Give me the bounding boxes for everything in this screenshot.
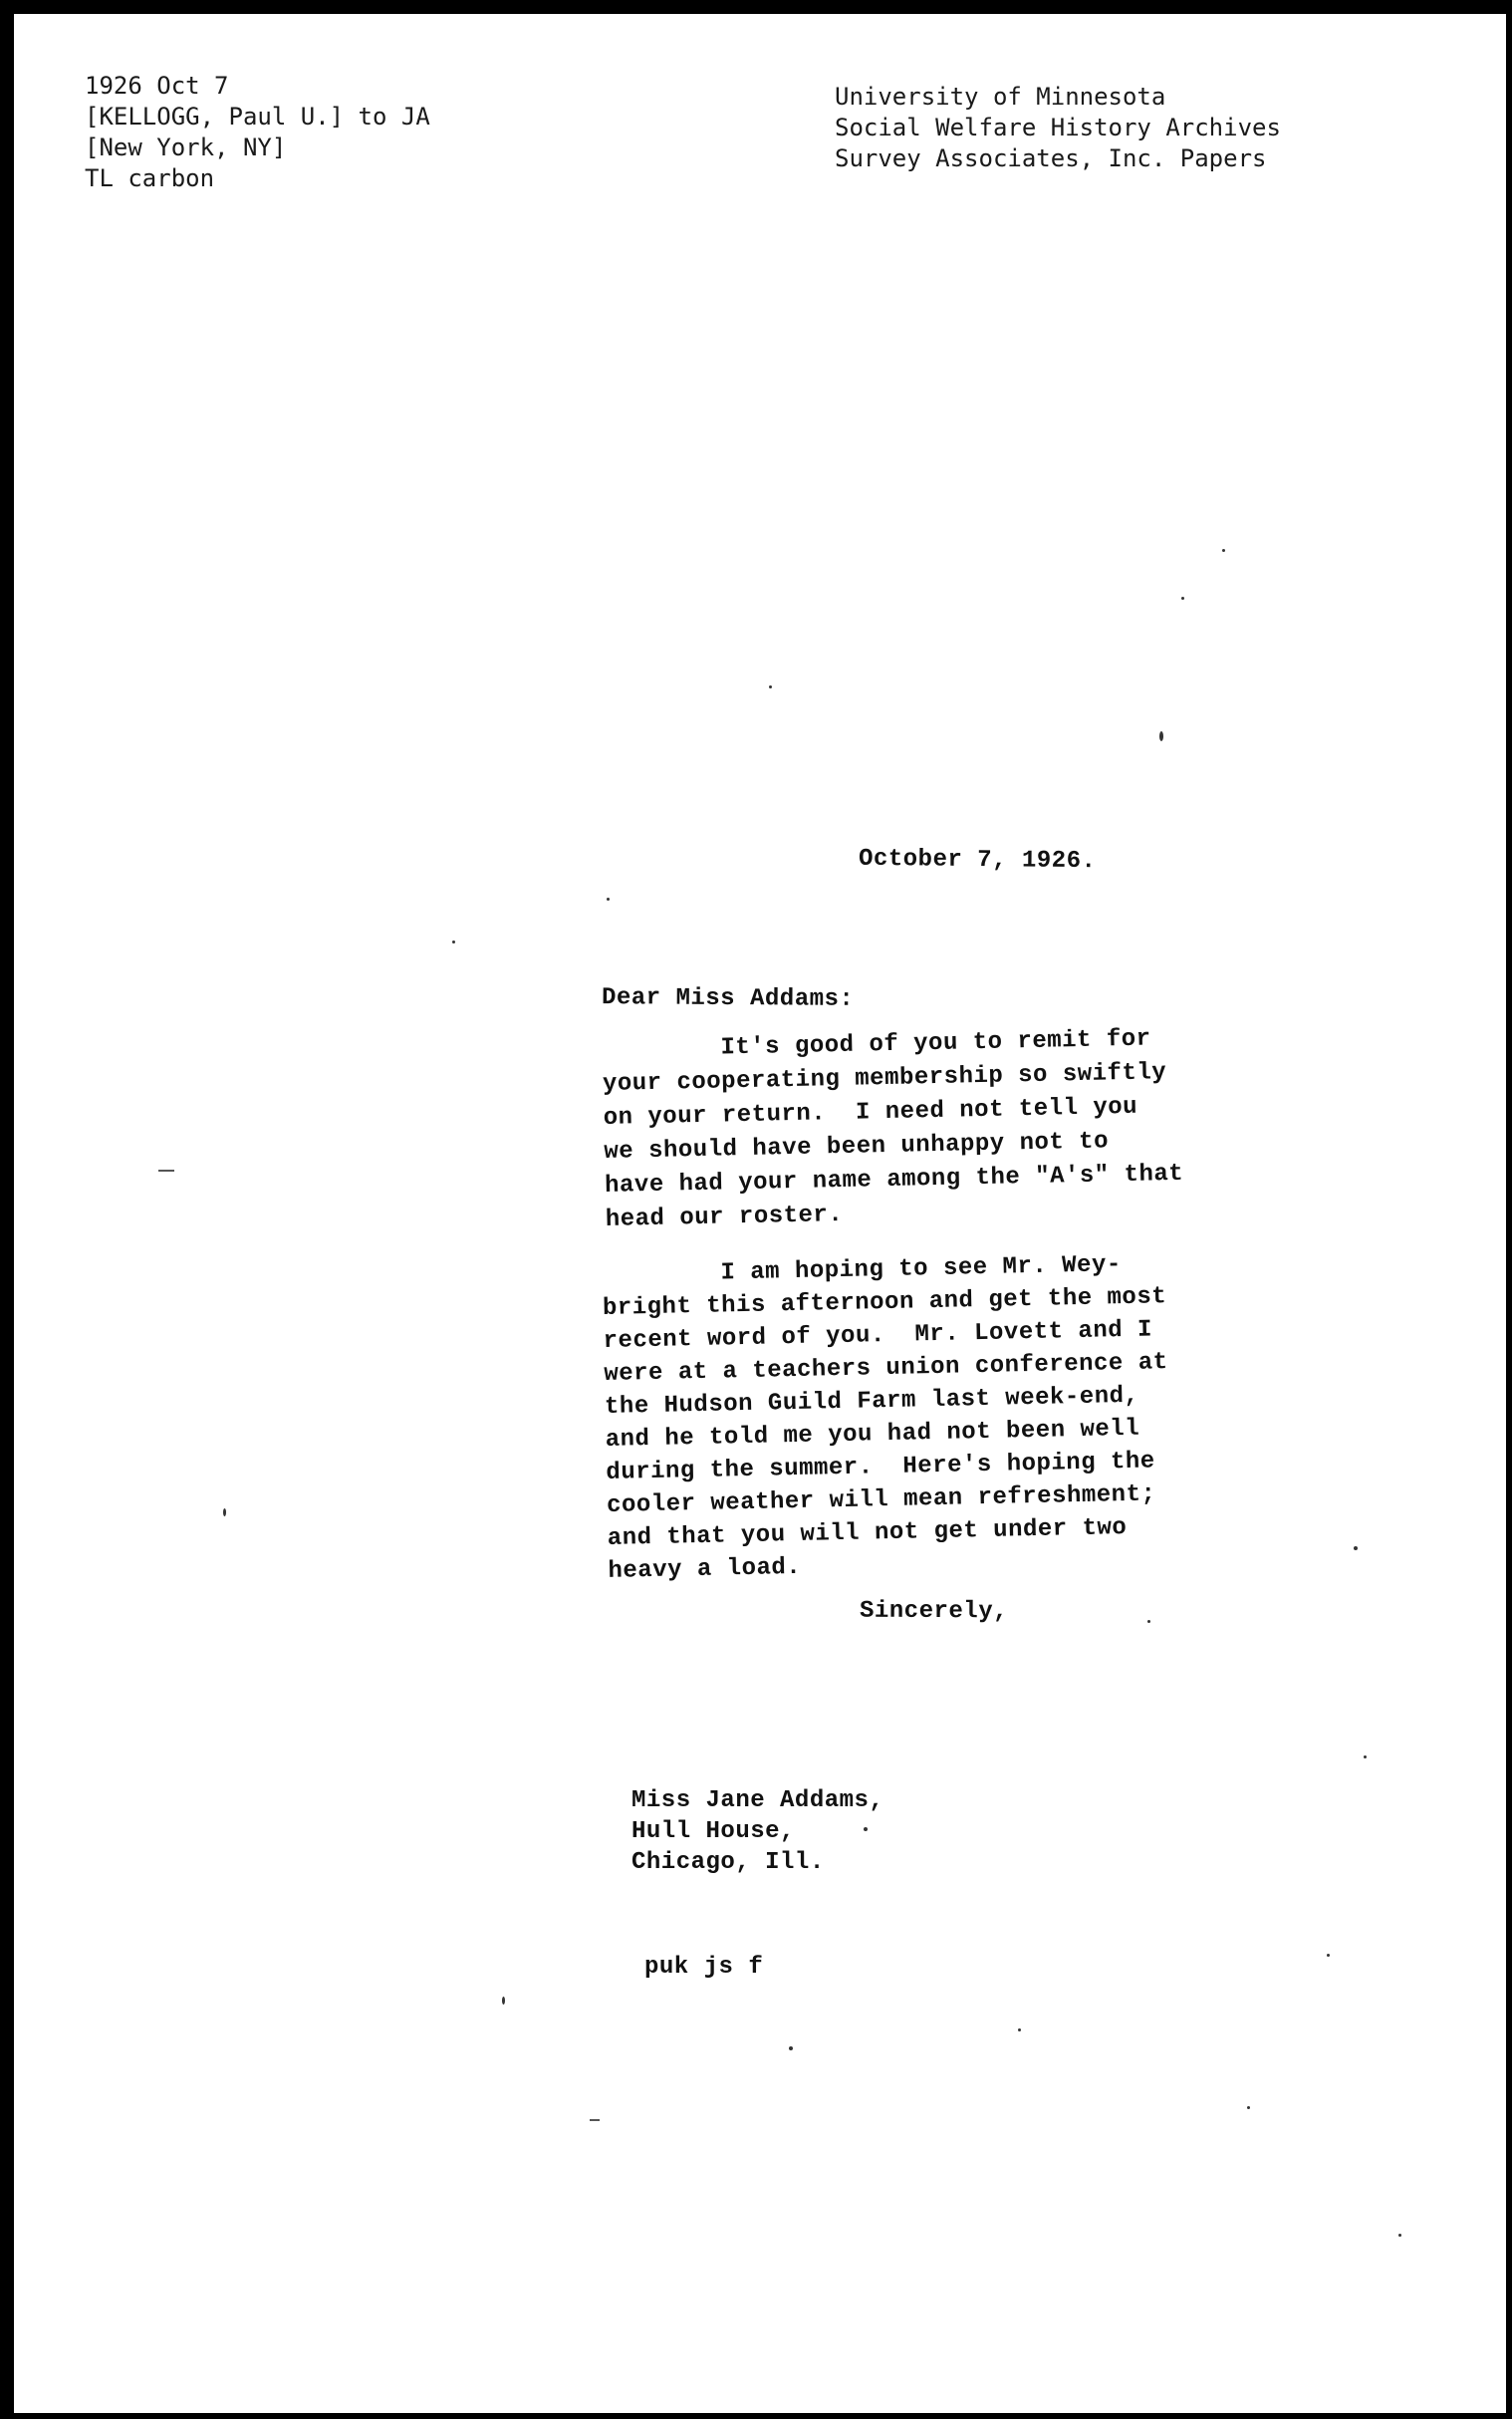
letter-salutation: Dear Miss Addams:: [601, 984, 855, 1013]
letter-closing: Sincerely,: [859, 1597, 1009, 1626]
paragraph-line: recent word of you. Mr. Lovett and I: [603, 1316, 1153, 1355]
scan-speck: [1354, 1546, 1358, 1550]
paragraph-line: I am hoping to see Mr. Wey-: [602, 1251, 1123, 1289]
scan-speck: [1327, 1954, 1330, 1957]
letter-paragraph-2: [602, 1251, 1168, 1585]
scan-mark: [158, 1170, 174, 1172]
scan-speck: [223, 1508, 226, 1516]
document-page: [14, 14, 1506, 2413]
paragraph-line: were at a teachers union conference at: [604, 1349, 1168, 1388]
paragraph-line: and that you will not get under two: [607, 1514, 1128, 1552]
scan-speck: [1147, 1620, 1150, 1623]
paragraph-line: head our roster.: [605, 1201, 844, 1233]
scan-speck: [1398, 2234, 1401, 2237]
citation-correspondents: [KELLOGG, Paul U.] to JA: [85, 103, 430, 131]
scan-speck: [769, 685, 772, 688]
scan-speck: [1247, 2106, 1250, 2109]
archive-source: [835, 82, 1281, 174]
paragraph-line: on your return. I need not tell you: [603, 1093, 1138, 1132]
paragraph-line: and he told me you had not been well: [605, 1415, 1140, 1454]
scan-speck: [607, 898, 610, 901]
scan-speck: [1364, 1755, 1367, 1758]
scan-speck: [1018, 2028, 1021, 2031]
scan-speck: [1181, 597, 1184, 600]
typist-initials: puk js f: [644, 1954, 764, 1981]
address-line: Hull House,: [631, 1818, 795, 1845]
paragraph-line: heavy a load.: [608, 1553, 802, 1585]
letter-date: October 7, 1926.: [858, 845, 1097, 876]
paragraph-line: the Hudson Guild Farm last week-end,: [604, 1382, 1139, 1421]
citation-type: TL carbon: [85, 164, 215, 192]
scan-speck: [1159, 731, 1163, 741]
source-collection: Survey Associates, Inc. Papers: [835, 144, 1267, 172]
paragraph-line: cooler weather will mean refreshment;: [606, 1480, 1156, 1519]
paragraph-line: bright this afternoon and get the most: [602, 1283, 1167, 1322]
paragraph-line: we should have been unhappy not to: [604, 1128, 1110, 1166]
source-institution: University of Minnesota: [835, 83, 1166, 111]
paragraph-line: have had your name among the "A's" that: [604, 1160, 1184, 1200]
paragraph-line: It's good of you to remit for: [602, 1025, 1151, 1064]
citation-place: [New York, NY]: [85, 134, 287, 161]
scan-speck: [452, 941, 455, 943]
address-line: Miss Jane Addams,: [631, 1787, 884, 1814]
source-archive: Social Welfare History Archives: [835, 114, 1281, 141]
scan-speck: [1222, 549, 1225, 552]
citation-date: 1926 Oct 7: [85, 72, 229, 100]
address-line: Chicago, Ill.: [631, 1849, 825, 1876]
archive-citation: [85, 71, 430, 194]
scan-mark: [590, 2119, 600, 2121]
scan-speck: [864, 1827, 868, 1831]
paragraph-line: your cooperating membership so swiftly: [602, 1059, 1167, 1098]
scan-speck: [789, 2046, 793, 2050]
scan-speck: [502, 1997, 505, 2005]
letter-paragraph-1: [602, 1025, 1184, 1252]
paragraph-line: during the summer. Here's hoping the: [606, 1448, 1155, 1486]
